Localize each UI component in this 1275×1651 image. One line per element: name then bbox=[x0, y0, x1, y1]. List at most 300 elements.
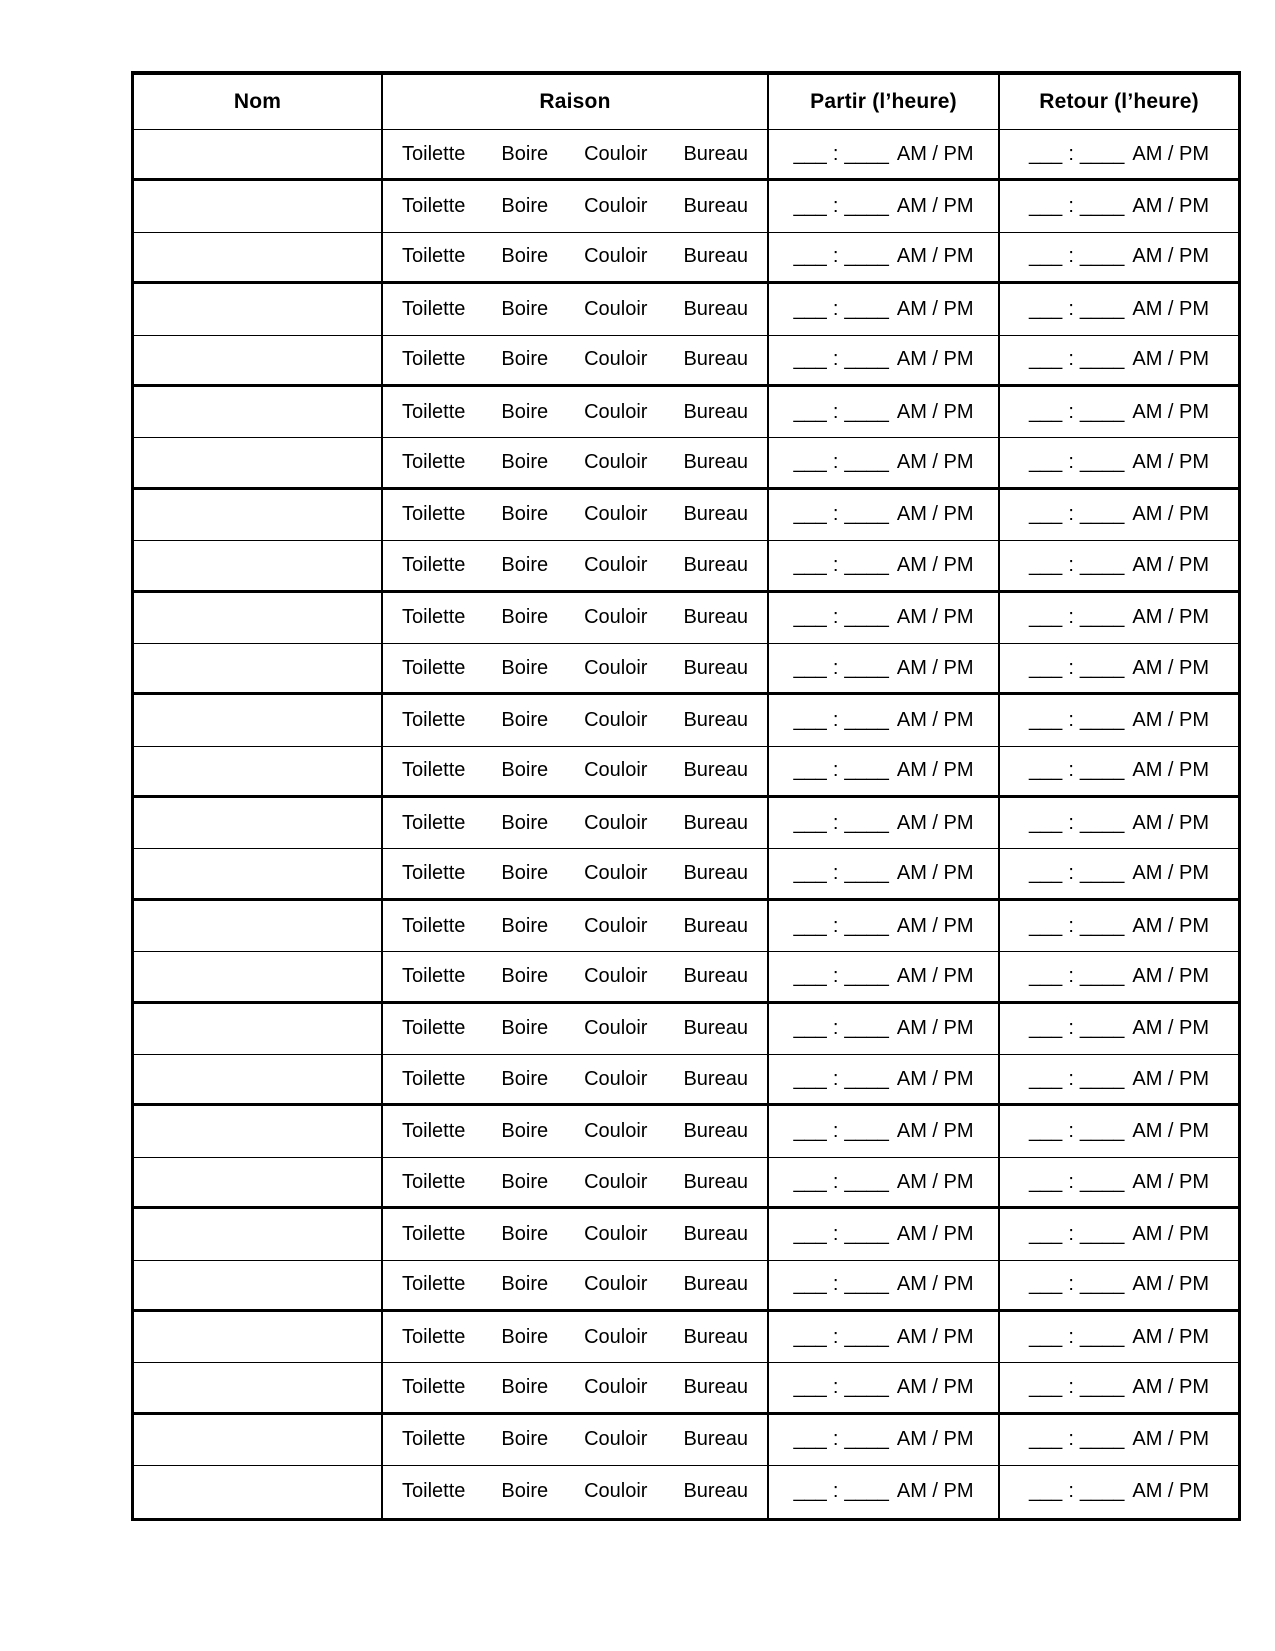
retour-minute-blank[interactable]: ____ bbox=[1079, 297, 1125, 320]
retour-hour-blank[interactable]: ___ bbox=[1028, 656, 1063, 679]
nom-blank-cell[interactable] bbox=[134, 387, 381, 437]
partir-ampm-choice[interactable]: AM / PM bbox=[896, 606, 974, 629]
raison-option-toilette[interactable]: Toilette bbox=[402, 656, 466, 679]
nom-blank-cell[interactable] bbox=[134, 952, 381, 1000]
retour-minute-blank[interactable]: ____ bbox=[1079, 1222, 1125, 1245]
retour-hour-blank[interactable]: ___ bbox=[1028, 1428, 1063, 1451]
partir-minute-blank[interactable]: ____ bbox=[844, 503, 889, 526]
retour-minute-blank[interactable]: ____ bbox=[1079, 1428, 1125, 1451]
partir-ampm-choice[interactable]: AM / PM bbox=[896, 1067, 974, 1090]
raison-option-couloir[interactable]: Couloir bbox=[584, 1017, 648, 1040]
raison-option-boire[interactable]: Boire bbox=[501, 195, 549, 218]
raison-option-boire[interactable]: Boire bbox=[501, 142, 549, 165]
raison-option-couloir[interactable]: Couloir bbox=[584, 811, 648, 834]
nom-blank-cell[interactable] bbox=[134, 1004, 381, 1054]
partir-hour-blank[interactable]: ___ bbox=[793, 811, 827, 834]
retour-minute-blank[interactable]: ____ bbox=[1079, 400, 1125, 423]
retour-minute-blank[interactable]: ____ bbox=[1079, 1017, 1125, 1040]
partir-hour-blank[interactable]: ___ bbox=[793, 1170, 827, 1193]
raison-option-toilette[interactable]: Toilette bbox=[402, 1017, 466, 1040]
raison-option-toilette[interactable]: Toilette bbox=[402, 1428, 466, 1451]
raison-option-bureau[interactable]: Bureau bbox=[683, 606, 748, 629]
partir-minute-blank[interactable]: ____ bbox=[844, 811, 889, 834]
retour-minute-blank[interactable]: ____ bbox=[1079, 503, 1125, 526]
partir-ampm-choice[interactable]: AM / PM bbox=[896, 1273, 974, 1296]
raison-option-bureau[interactable]: Bureau bbox=[683, 1017, 748, 1040]
nom-blank-cell[interactable] bbox=[134, 1055, 381, 1103]
raison-option-boire[interactable]: Boire bbox=[501, 400, 549, 423]
raison-option-couloir[interactable]: Couloir bbox=[584, 606, 648, 629]
partir-minute-blank[interactable]: ____ bbox=[844, 1017, 889, 1040]
retour-hour-blank[interactable]: ___ bbox=[1028, 1273, 1063, 1296]
partir-hour-blank[interactable]: ___ bbox=[793, 862, 827, 885]
raison-option-couloir[interactable]: Couloir bbox=[584, 914, 648, 937]
raison-option-boire[interactable]: Boire bbox=[501, 606, 549, 629]
retour-minute-blank[interactable]: ____ bbox=[1079, 811, 1125, 834]
raison-option-toilette[interactable]: Toilette bbox=[402, 348, 466, 371]
raison-option-toilette[interactable]: Toilette bbox=[402, 1120, 466, 1143]
raison-option-couloir[interactable]: Couloir bbox=[584, 503, 648, 526]
retour-minute-blank[interactable]: ____ bbox=[1079, 1120, 1125, 1143]
retour-hour-blank[interactable]: ___ bbox=[1028, 553, 1063, 576]
raison-option-boire[interactable]: Boire bbox=[501, 862, 549, 885]
raison-option-bureau[interactable]: Bureau bbox=[683, 297, 748, 320]
raison-option-bureau[interactable]: Bureau bbox=[683, 451, 748, 474]
partir-hour-blank[interactable]: ___ bbox=[793, 400, 827, 423]
retour-ampm-choice[interactable]: AM / PM bbox=[1132, 1273, 1210, 1296]
retour-minute-blank[interactable]: ____ bbox=[1079, 245, 1125, 268]
partir-ampm-choice[interactable]: AM / PM bbox=[896, 914, 974, 937]
retour-minute-blank[interactable]: ____ bbox=[1079, 1325, 1125, 1348]
partir-minute-blank[interactable]: ____ bbox=[844, 297, 889, 320]
raison-option-couloir[interactable]: Couloir bbox=[584, 1376, 648, 1399]
retour-hour-blank[interactable]: ___ bbox=[1028, 1067, 1063, 1090]
partir-minute-blank[interactable]: ____ bbox=[844, 195, 889, 218]
raison-option-couloir[interactable]: Couloir bbox=[584, 1170, 648, 1193]
retour-ampm-choice[interactable]: AM / PM bbox=[1132, 1376, 1210, 1399]
raison-option-couloir[interactable]: Couloir bbox=[584, 656, 648, 679]
raison-option-toilette[interactable]: Toilette bbox=[402, 1480, 466, 1503]
raison-option-toilette[interactable]: Toilette bbox=[402, 1376, 466, 1399]
retour-ampm-choice[interactable]: AM / PM bbox=[1132, 245, 1210, 268]
raison-option-boire[interactable]: Boire bbox=[501, 1325, 549, 1348]
raison-option-toilette[interactable]: Toilette bbox=[402, 553, 466, 576]
raison-option-bureau[interactable]: Bureau bbox=[683, 1222, 748, 1245]
nom-blank-cell[interactable] bbox=[134, 1312, 381, 1362]
raison-option-couloir[interactable]: Couloir bbox=[584, 142, 648, 165]
raison-option-bureau[interactable]: Bureau bbox=[683, 708, 748, 731]
partir-minute-blank[interactable]: ____ bbox=[844, 606, 889, 629]
partir-ampm-choice[interactable]: AM / PM bbox=[896, 245, 974, 268]
partir-ampm-choice[interactable]: AM / PM bbox=[896, 195, 974, 218]
partir-ampm-choice[interactable]: AM / PM bbox=[896, 1170, 974, 1193]
raison-option-boire[interactable]: Boire bbox=[501, 1273, 549, 1296]
retour-hour-blank[interactable]: ___ bbox=[1028, 759, 1063, 782]
partir-hour-blank[interactable]: ___ bbox=[793, 297, 827, 320]
partir-minute-blank[interactable]: ____ bbox=[844, 1273, 889, 1296]
partir-hour-blank[interactable]: ___ bbox=[793, 142, 827, 165]
raison-option-boire[interactable]: Boire bbox=[501, 1017, 549, 1040]
partir-hour-blank[interactable]: ___ bbox=[793, 1428, 827, 1451]
partir-minute-blank[interactable]: ____ bbox=[844, 862, 889, 885]
nom-blank-cell[interactable] bbox=[134, 130, 381, 178]
raison-option-toilette[interactable]: Toilette bbox=[402, 914, 466, 937]
retour-ampm-choice[interactable]: AM / PM bbox=[1132, 1170, 1210, 1193]
raison-option-bureau[interactable]: Bureau bbox=[683, 195, 748, 218]
retour-ampm-choice[interactable]: AM / PM bbox=[1132, 553, 1210, 576]
partir-ampm-choice[interactable]: AM / PM bbox=[896, 297, 974, 320]
retour-minute-blank[interactable]: ____ bbox=[1079, 195, 1125, 218]
retour-minute-blank[interactable]: ____ bbox=[1079, 606, 1125, 629]
partir-hour-blank[interactable]: ___ bbox=[793, 1376, 827, 1399]
retour-minute-blank[interactable]: ____ bbox=[1079, 1273, 1125, 1296]
raison-option-couloir[interactable]: Couloir bbox=[584, 1480, 648, 1503]
raison-option-couloir[interactable]: Couloir bbox=[584, 195, 648, 218]
raison-option-toilette[interactable]: Toilette bbox=[402, 1170, 466, 1193]
partir-ampm-choice[interactable]: AM / PM bbox=[896, 400, 974, 423]
raison-option-couloir[interactable]: Couloir bbox=[584, 400, 648, 423]
raison-option-boire[interactable]: Boire bbox=[501, 297, 549, 320]
retour-hour-blank[interactable]: ___ bbox=[1028, 1017, 1063, 1040]
retour-hour-blank[interactable]: ___ bbox=[1028, 503, 1063, 526]
nom-blank-cell[interactable] bbox=[134, 181, 381, 231]
raison-option-couloir[interactable]: Couloir bbox=[584, 759, 648, 782]
raison-option-couloir[interactable]: Couloir bbox=[584, 1273, 648, 1296]
retour-ampm-choice[interactable]: AM / PM bbox=[1132, 1120, 1210, 1143]
nom-blank-cell[interactable] bbox=[134, 1261, 381, 1309]
retour-time-colon: : bbox=[1068, 759, 1074, 782]
raison-option-bureau[interactable]: Bureau bbox=[683, 1170, 748, 1193]
raison-option-bureau[interactable]: Bureau bbox=[683, 759, 748, 782]
raison-option-boire[interactable]: Boire bbox=[501, 708, 549, 731]
partir-ampm-choice[interactable]: AM / PM bbox=[896, 451, 974, 474]
retour-ampm-choice[interactable]: AM / PM bbox=[1132, 195, 1210, 218]
partir-hour-blank[interactable]: ___ bbox=[793, 1067, 827, 1090]
raison-option-boire[interactable]: Boire bbox=[501, 1067, 549, 1090]
nom-blank-cell[interactable] bbox=[134, 798, 381, 848]
retour-minute-blank[interactable]: ____ bbox=[1079, 656, 1125, 679]
raison-option-toilette[interactable]: Toilette bbox=[402, 297, 466, 320]
raison-option-boire[interactable]: Boire bbox=[501, 503, 549, 526]
partir-hour-blank[interactable]: ___ bbox=[793, 1273, 827, 1296]
raison-option-boire[interactable]: Boire bbox=[501, 451, 549, 474]
raison-option-toilette[interactable]: Toilette bbox=[402, 400, 466, 423]
partir-hour-blank[interactable]: ___ bbox=[793, 503, 827, 526]
nom-blank-cell[interactable] bbox=[134, 1106, 381, 1156]
nom-blank-cell[interactable] bbox=[134, 541, 381, 589]
retour-ampm-choice[interactable]: AM / PM bbox=[1132, 503, 1210, 526]
nom-blank-cell[interactable] bbox=[134, 849, 381, 897]
raison-option-bureau[interactable]: Bureau bbox=[683, 1480, 748, 1503]
partir-hour-blank[interactable]: ___ bbox=[793, 759, 827, 782]
raison-option-toilette[interactable]: Toilette bbox=[402, 964, 466, 987]
partir-minute-blank[interactable]: ____ bbox=[844, 759, 889, 782]
nom-blank-cell[interactable] bbox=[134, 438, 381, 486]
partir-minute-blank[interactable]: ____ bbox=[844, 1376, 889, 1399]
raison-option-boire[interactable]: Boire bbox=[501, 656, 549, 679]
raison-option-couloir[interactable]: Couloir bbox=[584, 451, 648, 474]
raison-option-bureau[interactable]: Bureau bbox=[683, 1067, 748, 1090]
partir-ampm-choice[interactable]: AM / PM bbox=[896, 708, 974, 731]
raison-option-bureau[interactable]: Bureau bbox=[683, 811, 748, 834]
raison-option-toilette[interactable]: Toilette bbox=[402, 811, 466, 834]
raison-option-boire[interactable]: Boire bbox=[501, 964, 549, 987]
partir-minute-blank[interactable]: ____ bbox=[844, 708, 889, 731]
raison-option-boire[interactable]: Boire bbox=[501, 245, 549, 268]
retour-ampm-choice[interactable]: AM / PM bbox=[1132, 656, 1210, 679]
retour-ampm-choice[interactable]: AM / PM bbox=[1132, 1480, 1210, 1503]
retour-hour-blank[interactable]: ___ bbox=[1028, 708, 1063, 731]
retour-ampm-choice[interactable]: AM / PM bbox=[1132, 862, 1210, 885]
retour-ampm-choice[interactable]: AM / PM bbox=[1132, 1017, 1210, 1040]
raison-cell bbox=[381, 901, 767, 951]
partir-minute-blank[interactable]: ____ bbox=[844, 400, 889, 423]
partir-minute-blank[interactable]: ____ bbox=[844, 1170, 889, 1193]
raison-option-boire[interactable]: Boire bbox=[501, 759, 549, 782]
nom-blank-cell[interactable] bbox=[134, 233, 381, 281]
raison-option-bureau[interactable]: Bureau bbox=[683, 348, 748, 371]
raison-option-toilette[interactable]: Toilette bbox=[402, 142, 466, 165]
partir-ampm-choice[interactable]: AM / PM bbox=[896, 759, 974, 782]
retour-ampm-choice[interactable]: AM / PM bbox=[1132, 1428, 1210, 1451]
partir-ampm-choice[interactable]: AM / PM bbox=[896, 1480, 974, 1503]
raison-option-toilette[interactable]: Toilette bbox=[402, 1273, 466, 1296]
nom-blank-cell[interactable] bbox=[134, 593, 381, 643]
retour-hour-blank[interactable]: ___ bbox=[1028, 1120, 1063, 1143]
raison-option-bureau[interactable]: Bureau bbox=[683, 503, 748, 526]
retour-hour-blank[interactable]: ___ bbox=[1028, 914, 1063, 937]
partir-hour-blank[interactable]: ___ bbox=[793, 1120, 827, 1143]
raison-option-couloir[interactable]: Couloir bbox=[584, 1428, 648, 1451]
raison-option-bureau[interactable]: Bureau bbox=[683, 553, 748, 576]
nom-blank-cell[interactable] bbox=[134, 1363, 381, 1411]
partir-hour-blank[interactable]: ___ bbox=[793, 195, 827, 218]
raison-option-bureau[interactable]: Bureau bbox=[683, 964, 748, 987]
retour-minute-blank[interactable]: ____ bbox=[1079, 1170, 1125, 1193]
raison-option-couloir[interactable]: Couloir bbox=[584, 245, 648, 268]
raison-option-couloir[interactable]: Couloir bbox=[584, 862, 648, 885]
partir-ampm-choice[interactable]: AM / PM bbox=[896, 553, 974, 576]
nom-blank-cell[interactable] bbox=[134, 284, 381, 334]
retour-hour-blank[interactable]: ___ bbox=[1028, 811, 1063, 834]
raison-option-couloir[interactable]: Couloir bbox=[584, 553, 648, 576]
retour-minute-blank[interactable]: ____ bbox=[1079, 1067, 1125, 1090]
partir-ampm-choice[interactable]: AM / PM bbox=[896, 1017, 974, 1040]
partir-hour-blank[interactable]: ___ bbox=[793, 1480, 827, 1503]
retour-hour-blank[interactable]: ___ bbox=[1028, 142, 1063, 165]
partir-minute-blank[interactable]: ____ bbox=[844, 348, 889, 371]
partir-hour-blank[interactable]: ___ bbox=[793, 451, 827, 474]
retour-hour-blank[interactable]: ___ bbox=[1028, 862, 1063, 885]
raison-option-bureau[interactable]: Bureau bbox=[683, 862, 748, 885]
raison-option-bureau[interactable]: Bureau bbox=[683, 142, 748, 165]
partir-hour-blank[interactable]: ___ bbox=[793, 1017, 827, 1040]
partir-time-colon: : bbox=[832, 503, 839, 526]
retour-ampm-choice[interactable]: AM / PM bbox=[1132, 142, 1210, 165]
partir-minute-blank[interactable]: ____ bbox=[844, 1428, 889, 1451]
raison-option-toilette[interactable]: Toilette bbox=[402, 503, 466, 526]
raison-option-bureau[interactable]: Bureau bbox=[683, 1120, 748, 1143]
raison-option-bureau[interactable]: Bureau bbox=[683, 914, 748, 937]
retour-minute-blank[interactable]: ____ bbox=[1079, 142, 1125, 165]
partir-hour-blank[interactable]: ___ bbox=[793, 1222, 827, 1245]
raison-option-couloir[interactable]: Couloir bbox=[584, 964, 648, 987]
nom-blank-cell[interactable] bbox=[134, 336, 381, 384]
retour-minute-blank[interactable]: ____ bbox=[1079, 348, 1125, 371]
raison-option-bureau[interactable]: Bureau bbox=[683, 245, 748, 268]
partir-hour-blank[interactable]: ___ bbox=[793, 656, 827, 679]
retour-hour-blank[interactable]: ___ bbox=[1028, 1170, 1063, 1193]
retour-ampm-choice[interactable]: AM / PM bbox=[1132, 1325, 1210, 1348]
raison-option-couloir[interactable]: Couloir bbox=[584, 1120, 648, 1143]
retour-minute-blank[interactable]: ____ bbox=[1079, 914, 1125, 937]
retour-hour-blank[interactable]: ___ bbox=[1028, 348, 1063, 371]
raison-option-boire[interactable]: Boire bbox=[501, 1376, 549, 1399]
partir-hour-blank[interactable]: ___ bbox=[793, 348, 827, 371]
raison-option-bureau[interactable]: Bureau bbox=[683, 1428, 748, 1451]
nom-blank-cell[interactable] bbox=[134, 1466, 381, 1517]
partir-ampm-choice[interactable]: AM / PM bbox=[896, 1428, 974, 1451]
retour-ampm-choice[interactable]: AM / PM bbox=[1132, 759, 1210, 782]
retour-hour-blank[interactable]: ___ bbox=[1028, 1325, 1063, 1348]
raison-option-bureau[interactable]: Bureau bbox=[683, 400, 748, 423]
retour-hour-blank[interactable]: ___ bbox=[1028, 1480, 1063, 1503]
raison-option-bureau[interactable]: Bureau bbox=[683, 1273, 748, 1296]
retour-hour-blank[interactable]: ___ bbox=[1028, 606, 1063, 629]
partir-minute-blank[interactable]: ____ bbox=[844, 964, 889, 987]
raison-option-couloir[interactable]: Couloir bbox=[584, 708, 648, 731]
raison-option-bureau[interactable]: Bureau bbox=[683, 656, 748, 679]
partir-ampm-choice[interactable]: AM / PM bbox=[896, 964, 974, 987]
raison-option-boire[interactable]: Boire bbox=[501, 1480, 549, 1503]
raison-option-couloir[interactable]: Couloir bbox=[584, 1222, 648, 1245]
partir-minute-blank[interactable]: ____ bbox=[844, 1222, 889, 1245]
raison-option-boire[interactable]: Boire bbox=[501, 1120, 549, 1143]
retour-hour-blank[interactable]: ___ bbox=[1028, 1376, 1063, 1399]
raison-option-couloir[interactable]: Couloir bbox=[584, 297, 648, 320]
retour-hour-blank[interactable]: ___ bbox=[1028, 400, 1063, 423]
nom-blank-cell[interactable] bbox=[134, 490, 381, 540]
partir-minute-blank[interactable]: ____ bbox=[844, 451, 889, 474]
partir-minute-blank[interactable]: ____ bbox=[844, 142, 889, 165]
raison-option-couloir[interactable]: Couloir bbox=[584, 1325, 648, 1348]
partir-ampm-choice[interactable]: AM / PM bbox=[896, 656, 974, 679]
raison-option-toilette[interactable]: Toilette bbox=[402, 1067, 466, 1090]
retour-minute-blank[interactable]: ____ bbox=[1079, 862, 1125, 885]
raison-option-boire[interactable]: Boire bbox=[501, 1222, 549, 1245]
partir-hour-blank[interactable]: ___ bbox=[793, 606, 827, 629]
raison-option-toilette[interactable]: Toilette bbox=[402, 708, 466, 731]
raison-option-boire[interactable]: Boire bbox=[501, 553, 549, 576]
retour-ampm-choice[interactable]: AM / PM bbox=[1132, 708, 1210, 731]
partir-minute-blank[interactable]: ____ bbox=[844, 1067, 889, 1090]
partir-ampm-choice[interactable]: AM / PM bbox=[896, 348, 974, 371]
retour-ampm-choice[interactable]: AM / PM bbox=[1132, 297, 1210, 320]
partir-hour-blank[interactable]: ___ bbox=[793, 1325, 827, 1348]
raison-option-bureau[interactable]: Bureau bbox=[683, 1376, 748, 1399]
raison-option-boire[interactable]: Boire bbox=[501, 348, 549, 371]
partir-hour-blank[interactable]: ___ bbox=[793, 914, 827, 937]
partir-minute-blank[interactable]: ____ bbox=[844, 553, 889, 576]
partir-hour-blank[interactable]: ___ bbox=[793, 553, 827, 576]
nom-blank-cell[interactable] bbox=[134, 747, 381, 795]
nom-blank-cell[interactable] bbox=[134, 644, 381, 692]
raison-option-toilette[interactable]: Toilette bbox=[402, 1325, 466, 1348]
partir-minute-blank[interactable]: ____ bbox=[844, 245, 889, 268]
partir-minute-blank[interactable]: ____ bbox=[844, 1325, 889, 1348]
retour-hour-blank[interactable]: ___ bbox=[1028, 245, 1063, 268]
retour-minute-blank[interactable]: ____ bbox=[1079, 553, 1125, 576]
partir-ampm-choice[interactable]: AM / PM bbox=[896, 1376, 974, 1399]
partir-hour-blank[interactable]: ___ bbox=[793, 964, 827, 987]
retour-ampm-choice[interactable]: AM / PM bbox=[1132, 348, 1210, 371]
retour-ampm-choice[interactable]: AM / PM bbox=[1132, 1222, 1210, 1245]
partir-minute-blank[interactable]: ____ bbox=[844, 914, 889, 937]
raison-option-boire[interactable]: Boire bbox=[501, 1428, 549, 1451]
raison-option-toilette[interactable]: Toilette bbox=[402, 862, 466, 885]
retour-ampm-choice[interactable]: AM / PM bbox=[1132, 606, 1210, 629]
raison-option-toilette[interactable]: Toilette bbox=[402, 1222, 466, 1245]
nom-blank-cell[interactable] bbox=[134, 695, 381, 745]
retour-minute-blank[interactable]: ____ bbox=[1079, 759, 1125, 782]
retour-minute-blank[interactable]: ____ bbox=[1079, 451, 1125, 474]
retour-ampm-choice[interactable]: AM / PM bbox=[1132, 451, 1210, 474]
nom-blank-cell[interactable] bbox=[134, 901, 381, 951]
nom-blank-cell[interactable] bbox=[134, 1158, 381, 1206]
raison-option-bureau[interactable]: Bureau bbox=[683, 1325, 748, 1348]
partir-ampm-choice[interactable]: AM / PM bbox=[896, 862, 974, 885]
raison-option-boire[interactable]: Boire bbox=[501, 811, 549, 834]
retour-minute-blank[interactable]: ____ bbox=[1079, 1376, 1125, 1399]
raison-option-toilette[interactable]: Toilette bbox=[402, 606, 466, 629]
partir-minute-blank[interactable]: ____ bbox=[844, 1480, 889, 1503]
retour-ampm-choice[interactable]: AM / PM bbox=[1132, 811, 1210, 834]
nom-blank-cell[interactable] bbox=[134, 1415, 381, 1465]
partir-hour-blank[interactable]: ___ bbox=[793, 708, 827, 731]
raison-option-couloir[interactable]: Couloir bbox=[584, 1067, 648, 1090]
retour-ampm-choice[interactable]: AM / PM bbox=[1132, 400, 1210, 423]
partir-hour-blank[interactable]: ___ bbox=[793, 245, 827, 268]
retour-hour-blank[interactable]: ___ bbox=[1028, 297, 1063, 320]
partir-ampm-choice[interactable]: AM / PM bbox=[896, 1222, 974, 1245]
raison-option-toilette[interactable]: Toilette bbox=[402, 245, 466, 268]
partir-ampm-choice[interactable]: AM / PM bbox=[896, 1325, 974, 1348]
partir-ampm-choice[interactable]: AM / PM bbox=[896, 142, 974, 165]
retour-ampm-choice[interactable]: AM / PM bbox=[1132, 914, 1210, 937]
retour-hour-blank[interactable]: ___ bbox=[1028, 451, 1063, 474]
partir-ampm-choice[interactable]: AM / PM bbox=[896, 503, 974, 526]
partir-minute-blank[interactable]: ____ bbox=[844, 1120, 889, 1143]
partir-minute-blank[interactable]: ____ bbox=[844, 656, 889, 679]
raison-option-toilette[interactable]: Toilette bbox=[402, 759, 466, 782]
raison-option-couloir[interactable]: Couloir bbox=[584, 348, 648, 371]
retour-hour-blank[interactable]: ___ bbox=[1028, 1222, 1063, 1245]
retour-ampm-choice[interactable]: AM / PM bbox=[1132, 1067, 1210, 1090]
partir-ampm-choice[interactable]: AM / PM bbox=[896, 1120, 974, 1143]
retour-minute-blank[interactable]: ____ bbox=[1079, 1480, 1125, 1503]
retour-hour-blank[interactable]: ___ bbox=[1028, 964, 1063, 987]
retour-minute-blank[interactable]: ____ bbox=[1079, 708, 1125, 731]
retour-ampm-choice[interactable]: AM / PM bbox=[1132, 964, 1210, 987]
raison-option-toilette[interactable]: Toilette bbox=[402, 195, 466, 218]
raison-option-toilette[interactable]: Toilette bbox=[402, 451, 466, 474]
partir-ampm-choice[interactable]: AM / PM bbox=[896, 811, 974, 834]
nom-blank-cell[interactable] bbox=[134, 1209, 381, 1259]
raison-option-boire[interactable]: Boire bbox=[501, 914, 549, 937]
retour-hour-blank[interactable]: ___ bbox=[1028, 195, 1063, 218]
raison-option-boire[interactable]: Boire bbox=[501, 1170, 549, 1193]
retour-minute-blank[interactable]: ____ bbox=[1079, 964, 1125, 987]
